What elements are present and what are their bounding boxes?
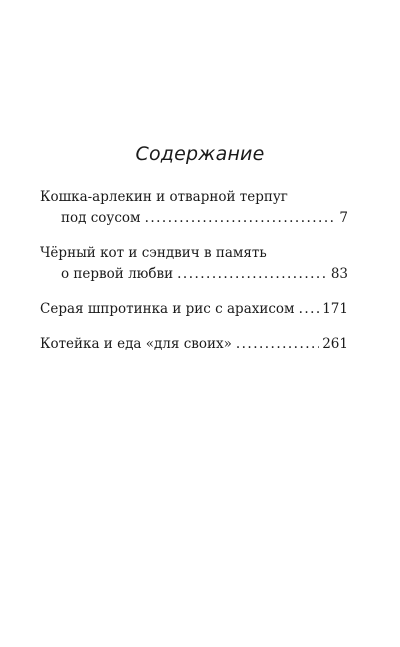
toc-page-number: 261: [322, 336, 348, 352]
dot-leader: [299, 299, 320, 320]
toc-entry: [40, 334, 348, 355]
toc-entry-line: [40, 334, 348, 355]
toc-page-number: 7: [339, 210, 348, 226]
toc-entry: [40, 187, 348, 229]
toc-entry: [40, 299, 348, 320]
toc-entry-line: [40, 264, 348, 285]
toc-page-number: 171: [322, 301, 348, 317]
toc-entry-title: Кошка-арлекин и отварной терпуг: [40, 189, 288, 205]
toc-page-number: 83: [330, 266, 348, 282]
toc-entry-line: [40, 299, 348, 320]
toc-entry-title: Котейка и еда «для своих»: [40, 336, 232, 352]
dot-leader: [177, 264, 328, 285]
toc-entry: [40, 243, 348, 285]
toc-entry-title: под соусом: [61, 210, 141, 226]
toc-entry-title: Чёрный кот и сэндвич в память: [40, 245, 267, 261]
toc-entry-title: Серая шпротинка и рис с арахисом: [40, 301, 295, 317]
page-title: Содержание: [135, 143, 265, 165]
dot-leader: [236, 334, 319, 355]
table-of-contents: [40, 187, 348, 369]
dot-leader: [145, 208, 337, 229]
toc-entry-line: [40, 187, 348, 208]
toc-entry-title: о первой любви: [61, 266, 174, 282]
toc-entry-line: [40, 208, 348, 229]
toc-entry-line: [40, 243, 348, 264]
